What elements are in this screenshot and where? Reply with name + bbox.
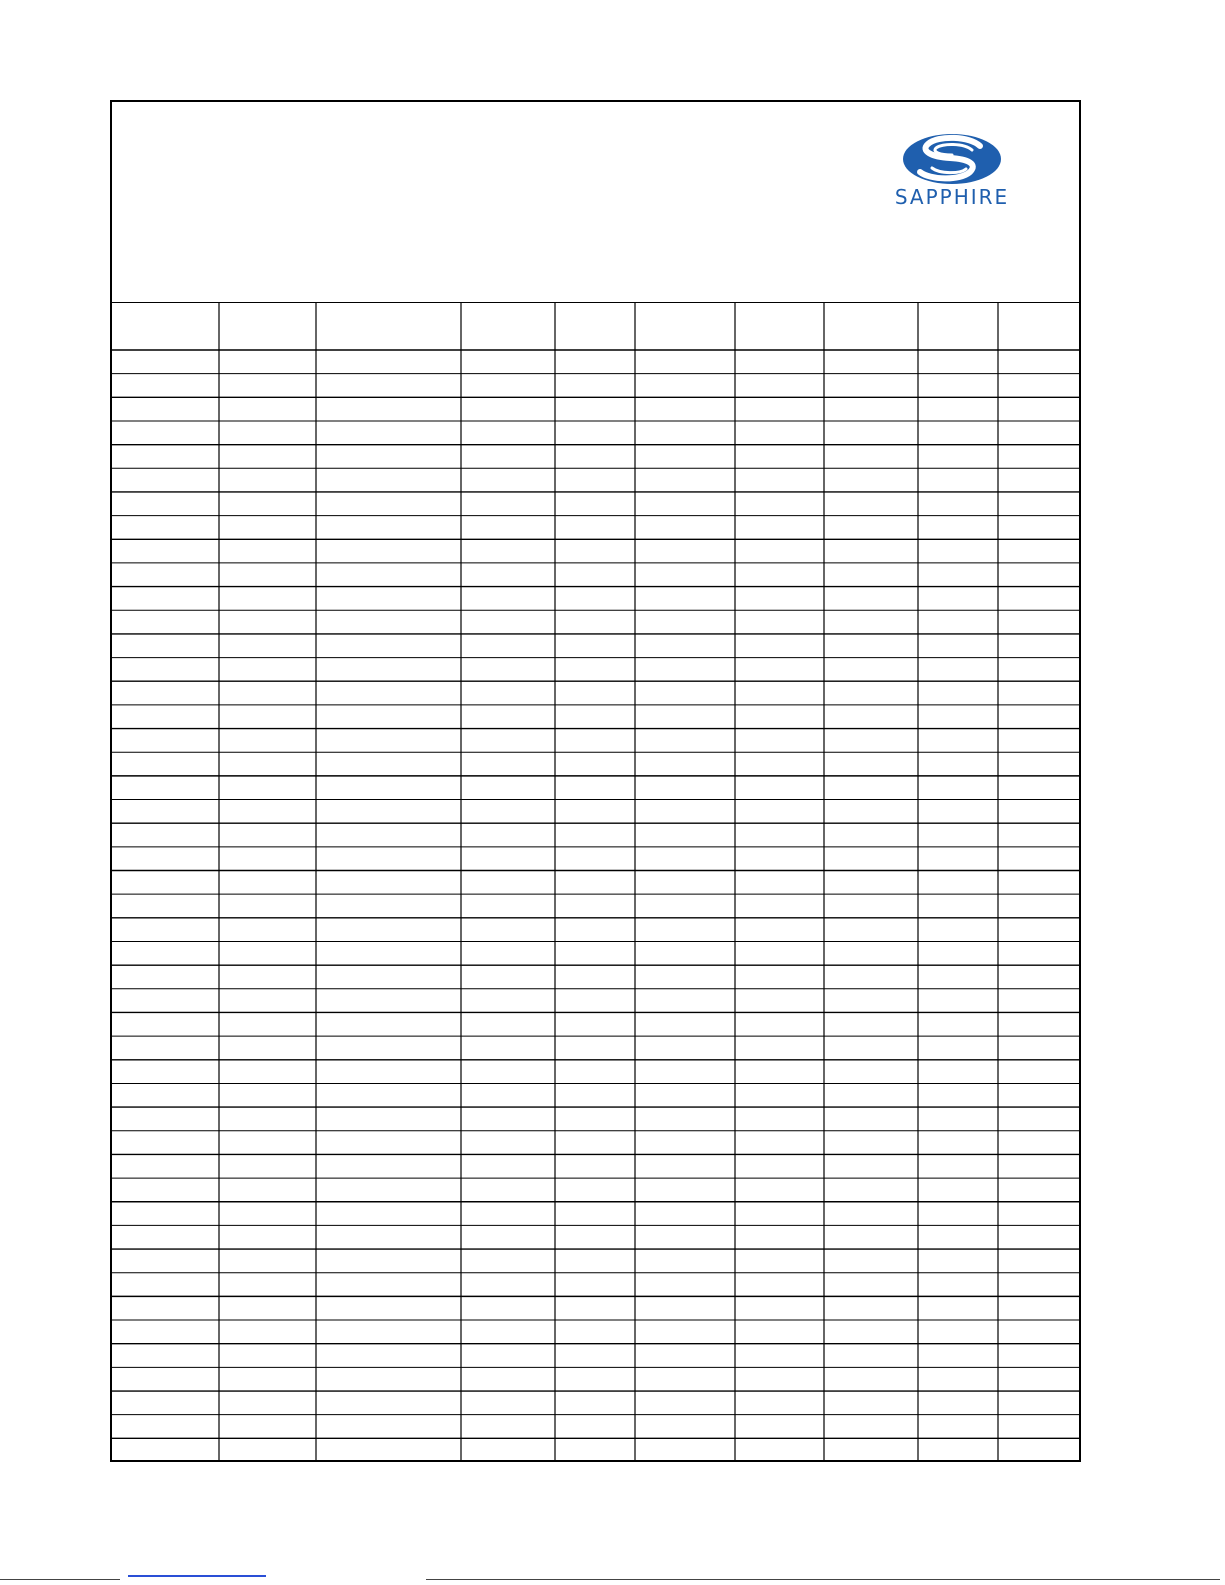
brand-wordmark: SAPPHIRE	[894, 185, 1010, 209]
document-header	[112, 102, 1079, 303]
footer-rule-left	[0, 1579, 120, 1580]
footer-rule-right	[426, 1579, 1220, 1580]
table-grid	[112, 303, 1079, 1462]
form-frame	[110, 100, 1081, 1462]
data-table	[112, 303, 1079, 1462]
footer-link-underline	[128, 1575, 266, 1577]
sapphire-logo	[876, 132, 1028, 212]
sapphire-logo-icon	[876, 132, 1028, 188]
